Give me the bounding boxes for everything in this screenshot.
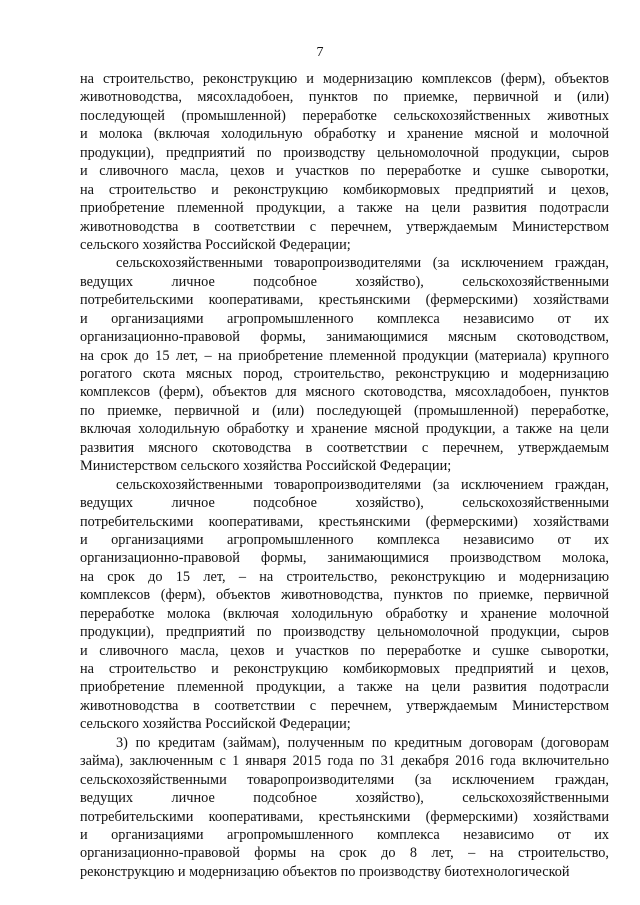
text-line: животноводства, мясохладобоен, пунктов по приемке, первичной и (или) <box>80 89 609 106</box>
text-line: организационно-правовой формы на срок до 8 лет, – на строительство, <box>80 845 609 862</box>
text-line: и организациями агропромышленного комплекса независимо от их <box>80 826 609 843</box>
text-line: 3) по кредитам (займам), полученным по кредитным договорам (договорам <box>116 734 609 751</box>
text-line: переработке молока (включая холодильную обработку и хранение молочной <box>80 605 609 622</box>
paragraph <box>80 734 609 882</box>
text-line: и молока (включая холодильную обработку и хранение мясной и молочной <box>80 126 609 143</box>
paragraph <box>80 476 609 734</box>
text-line: потребительскими кооперативами, крестьянскими (фермерскими) хозяйствами <box>80 513 609 530</box>
text-line: сельскохозяйственными товаропроизводителями (за исключением граждан, <box>80 771 609 788</box>
text-line: развития мясного скотоводства в соответствии с перечнем, утверждаемым <box>80 439 609 456</box>
text-line: по приемке, первичной и (или) последующей (промышленной) переработке, <box>80 402 609 419</box>
text-line: на строительство и реконструкцию комбикормовых предприятий и цехов, <box>80 661 609 678</box>
text-line: и организациями агропромышленного комплекса независимо от их <box>80 310 609 327</box>
text-line: сельского хозяйства Российской Федерации; <box>80 236 351 253</box>
text-line: комплексов (ферм), объектов для мясного скотоводства, мясохладобоен, пунктов <box>80 384 609 401</box>
text-line: животноводства в соответствии с перечнем, утверждаемым Министерством <box>80 697 609 714</box>
text-line: приобретение племенной продукции, а также на цели развития подотрасли <box>80 200 609 217</box>
text-line: и сливочного масла, цехов и участков по переработке и сушке сыворотки, <box>80 642 609 659</box>
text-line: сельскохозяйственными товаропроизводителями (за исключением граждан, <box>116 476 609 493</box>
text-line: потребительскими кооперативами, крестьянскими (фермерскими) хозяйствами <box>80 808 609 825</box>
text-line: последующей (промышленной) переработке сельскохозяйственных животных <box>80 107 609 124</box>
text-line: ведущих личное подсобное хозяйство), сельскохозяйственными <box>80 495 609 512</box>
text-line: потребительскими кооперативами, крестьянскими (фермерскими) хозяйствами <box>80 292 609 309</box>
text-line: комплексов (ферм), объектов животноводства, пунктов по приемке, первичной <box>80 587 609 604</box>
text-line: включая холодильную обработку и хранение мясной продукции, а также на цели <box>80 421 609 438</box>
text-line: на строительство, реконструкцию и модернизацию комплексов (ферм), объектов <box>80 71 609 87</box>
document-body <box>80 70 609 881</box>
text-line: займа), заключенным с 1 января 2015 года по 31 декабря 2016 года включительно <box>80 753 609 770</box>
text-line: организационно-правовой формы, занимающимися мясным скотоводством, <box>80 329 609 346</box>
text-line: ведущих личное подсобное хозяйство), сельскохозяйственными <box>80 790 609 807</box>
text-line: сельскохозяйственными товаропроизводителями (за исключением граждан, <box>116 255 609 272</box>
text-line: и сливочного масла, цехов и участков по переработке и сушке сыворотки, <box>80 163 609 180</box>
text-line: и организациями агропромышленного комплекса независимо от их <box>80 531 609 548</box>
text-line: сельского хозяйства Российской Федерации; <box>80 716 351 733</box>
text-line: ведущих личное подсобное хозяйство), сельскохозяйственными <box>80 273 609 290</box>
paragraph <box>80 70 609 254</box>
text-line: продукции), предприятий по производству цельномолочной продукции, сыров <box>80 624 609 641</box>
text-line: на срок до 15 лет, – на строительство, реконструкцию и модернизацию <box>80 568 609 585</box>
paragraph <box>80 254 609 475</box>
text-line: на строительство и реконструкцию комбикормовых предприятий и цехов, <box>80 181 609 198</box>
text-line: рогатого скота мясных пород, строительство, реконструкцию и модернизацию <box>80 366 609 383</box>
text-line: продукции), предприятий по производству цельномолочной продукции, сыров <box>80 144 609 161</box>
text-line: приобретение племенной продукции, а также на цели развития подотрасли <box>80 679 609 696</box>
text-line: животноводства в соответствии с перечнем, утверждаемым Министерством <box>80 218 609 235</box>
text-line: Министерством сельского хозяйства Российской Федерации; <box>80 458 452 475</box>
text-line: реконструкцию и модернизацию объектов по производству биотехнологической <box>80 863 570 880</box>
text-line: на срок до 15 лет, – на приобретение племенной продукции (материала) крупного <box>80 347 609 364</box>
page-number: 7 <box>316 45 324 60</box>
text-line: организационно-правовой формы, занимающимися производством молока, <box>80 550 609 567</box>
